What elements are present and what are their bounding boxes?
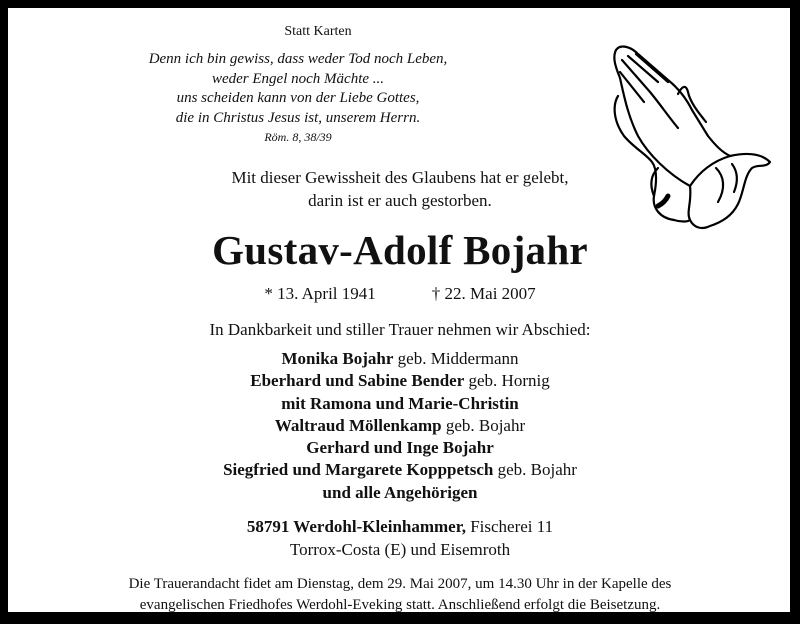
mourner-name: Monika Bojahr <box>281 349 394 368</box>
mourner-line <box>8 482 792 504</box>
life-dates <box>8 284 792 304</box>
mourner-name: Gerhard und Inge Bojahr <box>306 438 494 458</box>
footer-line: Die Trauerandacht fidet am Dienstag, dem 29. Mai 2007, um 14.30 Uhr in der Kapelle des <box>128 576 672 592</box>
mourner-name: Waltraud Möllenkamp <box>274 415 442 435</box>
obituary-notice <box>8 8 790 612</box>
mourner-name: Siegfried und Margarete Kopppetsch <box>223 460 494 480</box>
address-line-2: Torrox-Costa (E) und Eisemroth <box>289 540 511 559</box>
mourner-line <box>8 437 792 459</box>
birth-date: * 13. April 1941 <box>264 284 376 303</box>
faith-line: darin ist er auch gestorben. <box>308 191 492 210</box>
mourners-list <box>8 348 792 504</box>
mourner-name: Eberhard und Sabine Bender <box>250 371 465 391</box>
bible-quote <box>108 50 488 146</box>
address <box>8 515 792 561</box>
faith-statement <box>8 166 792 212</box>
header-statt-karten: Statt Karten <box>284 24 352 39</box>
address-line <box>8 515 792 538</box>
thanks-line: In Dankbarkeit und stiller Trauer nehmen wir Abschied: <box>209 320 591 339</box>
mourner-note: geb. Hornig <box>464 371 550 391</box>
quote-reference: Röm. 8, 38/39 <box>264 130 332 144</box>
mourner-name: mit Ramona und Marie-Christin <box>281 393 519 413</box>
address-city: 58791 Werdohl-Kleinhammer, <box>246 517 466 536</box>
mourner-line <box>8 415 792 437</box>
mourner-note: geb. Middermann <box>393 349 519 368</box>
mourner-line <box>8 393 792 415</box>
quote-line: weder Engel noch Mächte ... <box>211 70 385 87</box>
service-info <box>8 574 792 616</box>
mourner-note: geb. Bojahr <box>441 415 526 435</box>
mourner-line <box>8 459 792 481</box>
mourner-name: und alle Angehörigen <box>322 482 478 502</box>
mourner-line <box>8 348 792 370</box>
quote-line: uns scheiden kann von der Liebe Gottes, <box>176 90 420 106</box>
footer-line: evangelischen Friedhofes Werdohl-Eveking statt. Anschließend erfolgt die Beisetzung. <box>139 597 661 613</box>
quote-line: die in Christus Jesus ist, unserem Herrn. <box>175 109 421 126</box>
quote-line: Denn ich bin gewiss, dass weder Tod noch Leben, <box>148 51 448 67</box>
address-street: Fischerei 11 <box>465 517 554 536</box>
death-date: † 22. Mai 2007 <box>431 284 536 303</box>
mourner-note: geb. Bojahr <box>493 460 577 480</box>
mourner-line <box>8 370 792 392</box>
deceased-name: Gustav-Adolf Bojahr <box>212 227 588 273</box>
faith-line: Mit dieser Gewissheit des Glaubens hat er gelebt, <box>231 168 569 187</box>
